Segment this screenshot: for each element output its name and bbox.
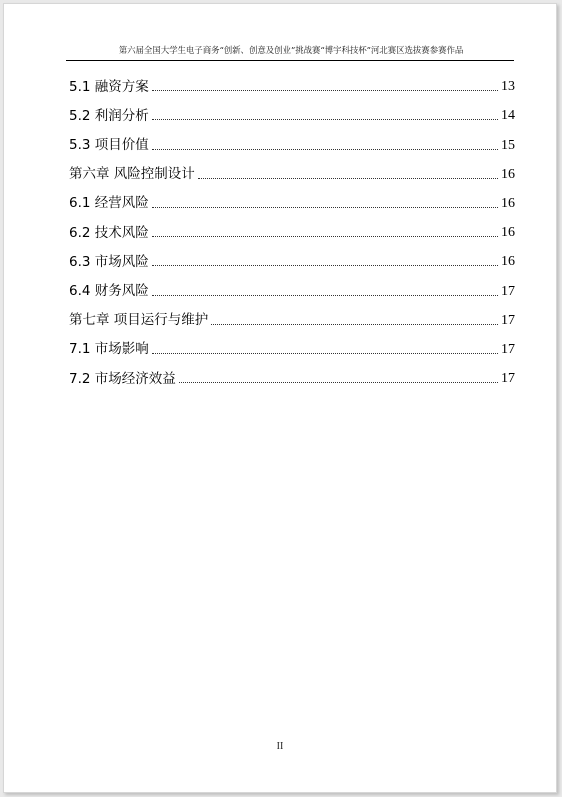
toc-entry-label: 第六章 风险控制设计 — [69, 166, 195, 183]
toc-entry-label: 5.1 融资方案 — [69, 78, 149, 95]
toc-dot-leader — [152, 353, 498, 354]
toc-entry-label: 5.3 项目价值 — [69, 137, 149, 154]
toc-dot-leader — [152, 90, 498, 91]
toc-entry-label: 7.2 市场经济效益 — [69, 370, 176, 387]
running-header: 第六届全国大学生电子商务“创新、创意及创业”挑战赛“博宇科技杯”河北赛区选拔赛参赛作品 — [118, 46, 464, 56]
toc-dot-leader — [152, 236, 498, 237]
toc-entry-page: 16 — [501, 166, 515, 182]
toc-dot-leader — [152, 295, 498, 296]
toc-dot-leader — [152, 119, 498, 120]
toc-entry-label: 6.3 市场风险 — [69, 253, 149, 270]
table-of-contents — [69, 68, 515, 389]
toc-entry-page: 16 — [501, 254, 515, 270]
toc-entry[interactable] — [69, 360, 515, 389]
toc-dot-leader — [198, 178, 498, 179]
toc-entry[interactable] — [69, 185, 515, 214]
toc-entry-label: 第七章 项目运行与维护 — [69, 312, 209, 329]
toc-dot-leader — [152, 265, 498, 266]
toc-chapter-entry[interactable] — [69, 156, 515, 185]
toc-entry-page: 16 — [501, 225, 515, 241]
toc-dot-leader — [211, 324, 498, 325]
document-page — [3, 3, 557, 793]
toc-entry-page: 13 — [501, 79, 515, 95]
toc-dot-leader — [152, 207, 498, 208]
toc-entry-label: 6.1 经营风险 — [69, 195, 149, 212]
toc-entry-page: 14 — [501, 108, 515, 124]
toc-entry[interactable] — [69, 243, 515, 272]
toc-entry[interactable] — [69, 68, 515, 97]
toc-entry-label: 7.1 市场影响 — [69, 341, 149, 358]
toc-dot-leader — [179, 382, 498, 383]
toc-entry[interactable] — [69, 331, 515, 360]
toc-entry-page: 17 — [501, 312, 515, 328]
toc-entry-page: 17 — [501, 283, 515, 299]
toc-entry-label: 5.2 利润分析 — [69, 107, 149, 124]
toc-entry[interactable] — [69, 97, 515, 126]
page-number: II — [276, 741, 284, 752]
toc-entry-page: 17 — [501, 371, 515, 387]
toc-entry-page: 16 — [501, 195, 515, 211]
toc-entry[interactable] — [69, 272, 515, 301]
header-rule — [66, 60, 514, 61]
toc-entry[interactable] — [69, 126, 515, 155]
toc-entry-page: 17 — [501, 341, 515, 357]
toc-entry[interactable] — [69, 214, 515, 243]
toc-dot-leader — [152, 149, 498, 150]
toc-chapter-entry[interactable] — [69, 302, 515, 331]
toc-entry-page: 15 — [501, 137, 515, 153]
toc-entry-label: 6.2 技术风险 — [69, 224, 149, 241]
toc-entry-label: 6.4 财务风险 — [69, 283, 149, 299]
